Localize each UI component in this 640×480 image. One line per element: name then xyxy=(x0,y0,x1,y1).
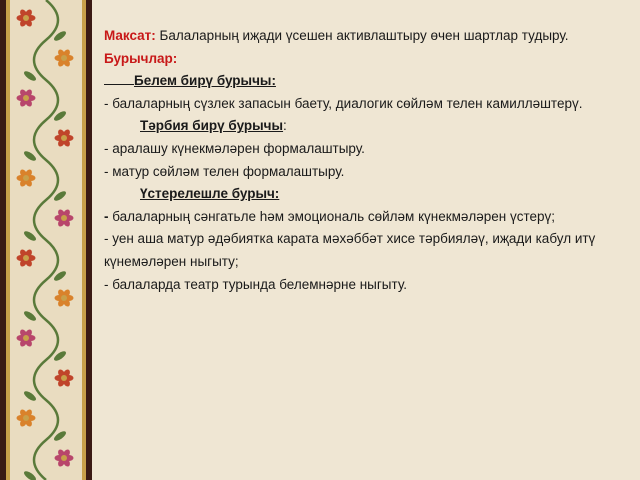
development-item: - уен аша матур әдәбиятка карата мәхәббәт хисе тәрбияләү, иҗади кабул итү күнемәләрен ныгыту; xyxy=(104,231,596,269)
upbringing-colon: : xyxy=(283,118,287,134)
development-item: - балаларда театр турында белемнәрне ныгыту. xyxy=(104,276,407,292)
development-heading-line xyxy=(104,183,604,206)
development-first-text: балаларның сәнгатьле һәм эмоциональ сөйләм күнекмәләрен үстерү; xyxy=(108,208,556,224)
flower-center xyxy=(61,295,67,301)
flower-center xyxy=(23,415,29,421)
flower-center xyxy=(61,455,67,461)
goal-line xyxy=(104,25,604,48)
tasks-label: Бурычлар: xyxy=(104,50,178,66)
education-item: - балаларның сүзлек запасын баету, диалогик сөйләм телен камилләштерү. xyxy=(104,95,583,111)
upbringing-heading: Тәрбия бирү бурычы xyxy=(140,118,284,134)
education-heading-line xyxy=(104,70,604,93)
heading-underline-lead xyxy=(104,70,134,85)
flower-center xyxy=(23,335,29,341)
development-heading: Үстерелешле бурыч: xyxy=(140,186,280,202)
education-heading: Белем бирү бурычы: xyxy=(134,73,276,89)
upbringing-item: - матур сөйләм телен формалаштыру. xyxy=(104,163,345,179)
goal-text: Балаларның иҗади үсешен активлаштыру өчен шартлар тудыру. xyxy=(155,28,569,43)
upbringing-heading-line xyxy=(104,115,604,138)
flower-center xyxy=(23,175,29,181)
flower-center xyxy=(61,375,67,381)
flower-center xyxy=(61,135,67,141)
flower-center xyxy=(61,215,67,221)
development-first-dash: - xyxy=(104,208,109,224)
development-item xyxy=(104,206,604,229)
upbringing-item: - аралашу күнекмәләрен формалаштыру. xyxy=(104,140,365,156)
flower-center xyxy=(23,255,29,261)
floral-ornament-border xyxy=(0,0,92,480)
flower-center xyxy=(23,95,29,101)
flower-center xyxy=(23,15,29,21)
flower-center xyxy=(61,55,67,61)
slide-text xyxy=(104,25,604,296)
goal-label: Максат: xyxy=(104,28,156,43)
